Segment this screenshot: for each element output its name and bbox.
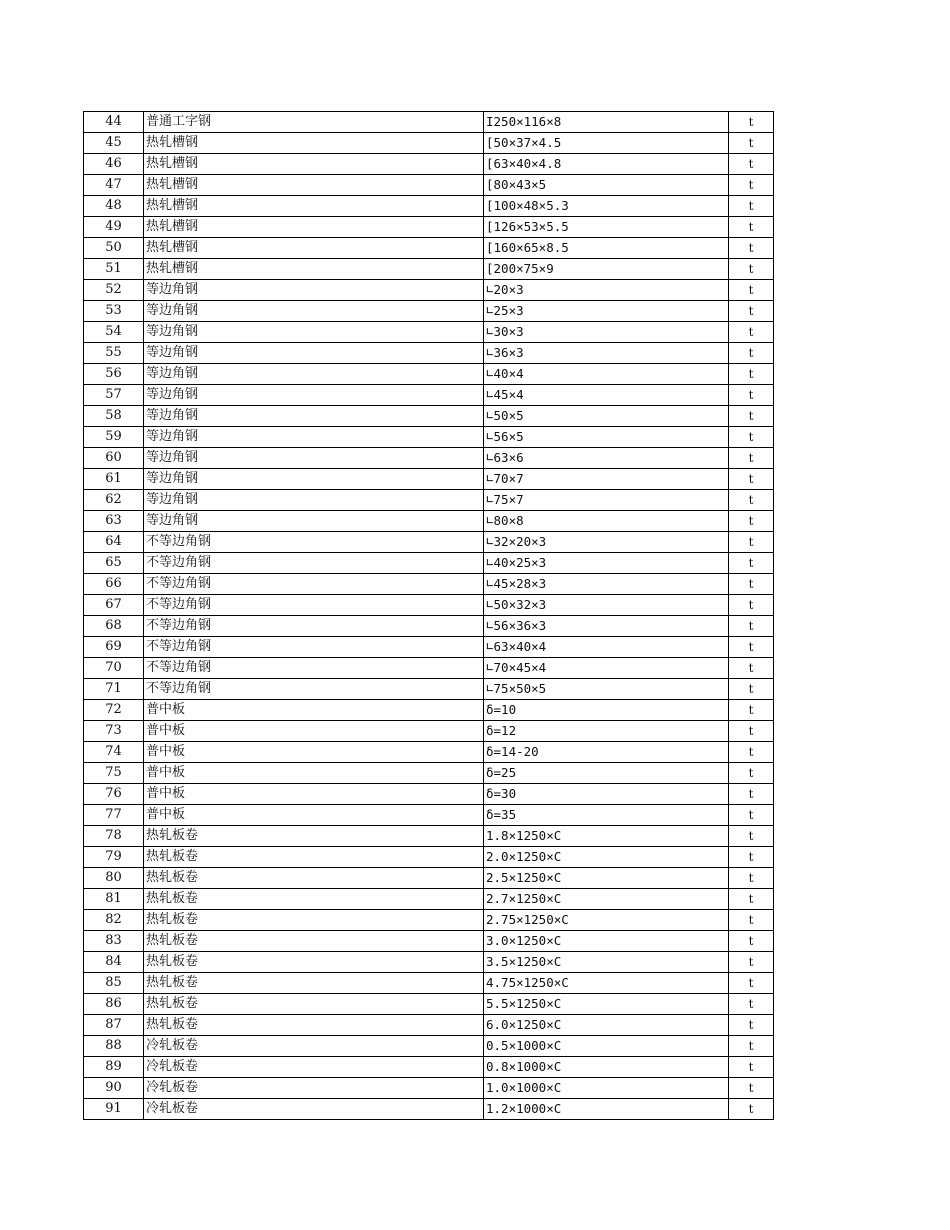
material-name-cell: 普中板: [144, 721, 484, 742]
unit-cell: t: [729, 826, 774, 847]
material-name-cell: 等边角钢: [144, 511, 484, 532]
row-number-cell: 46: [84, 154, 144, 175]
row-number-cell: 45: [84, 133, 144, 154]
material-name-cell: 普通工字钢: [144, 112, 484, 133]
specification-cell: δ=35: [484, 805, 729, 826]
specification-cell: δ=14-20: [484, 742, 729, 763]
unit-cell: t: [729, 952, 774, 973]
material-name-cell: 等边角钢: [144, 322, 484, 343]
row-number-cell: 60: [84, 448, 144, 469]
row-number-cell: 72: [84, 700, 144, 721]
table-row: [84, 406, 774, 427]
unit-cell: t: [729, 553, 774, 574]
table-row: [84, 805, 774, 826]
unit-cell: t: [729, 196, 774, 217]
table-row: [84, 742, 774, 763]
unit-cell: t: [729, 805, 774, 826]
material-name-cell: 不等边角钢: [144, 553, 484, 574]
table-row: [84, 931, 774, 952]
material-name-cell: 热轧板卷: [144, 826, 484, 847]
material-name-cell: 热轧槽钢: [144, 154, 484, 175]
table-row: [84, 112, 774, 133]
unit-cell: t: [729, 532, 774, 553]
specification-cell: [63×40×4.8: [484, 154, 729, 175]
row-number-cell: 86: [84, 994, 144, 1015]
specification-cell: 2.5×1250×C: [484, 868, 729, 889]
unit-cell: t: [729, 700, 774, 721]
material-name-cell: 不等边角钢: [144, 616, 484, 637]
material-name-cell: 普中板: [144, 784, 484, 805]
specification-cell: ∟63×40×4: [484, 637, 729, 658]
specification-cell: [126×53×5.5: [484, 217, 729, 238]
table-row: [84, 721, 774, 742]
row-number-cell: 91: [84, 1099, 144, 1120]
table-row: [84, 322, 774, 343]
table-row: [84, 280, 774, 301]
table-row: [84, 910, 774, 931]
table-row: [84, 196, 774, 217]
table-row: [84, 217, 774, 238]
row-number-cell: 77: [84, 805, 144, 826]
unit-cell: t: [729, 637, 774, 658]
material-name-cell: 不等边角钢: [144, 658, 484, 679]
specification-cell: ∟32×20×3: [484, 532, 729, 553]
row-number-cell: 88: [84, 1036, 144, 1057]
specification-cell: 4.75×1250×C: [484, 973, 729, 994]
unit-cell: t: [729, 385, 774, 406]
unit-cell: t: [729, 679, 774, 700]
unit-cell: t: [729, 1099, 774, 1120]
specification-cell: δ=12: [484, 721, 729, 742]
specification-cell: 0.8×1000×C: [484, 1057, 729, 1078]
unit-cell: t: [729, 868, 774, 889]
unit-cell: t: [729, 259, 774, 280]
unit-cell: t: [729, 322, 774, 343]
row-number-cell: 61: [84, 469, 144, 490]
specification-cell: ∟45×28×3: [484, 574, 729, 595]
row-number-cell: 51: [84, 259, 144, 280]
table-row: [84, 448, 774, 469]
row-number-cell: 52: [84, 280, 144, 301]
unit-cell: t: [729, 343, 774, 364]
table-row: [84, 637, 774, 658]
specification-cell: 5.5×1250×C: [484, 994, 729, 1015]
unit-cell: t: [729, 238, 774, 259]
specification-cell: ∟25×3: [484, 301, 729, 322]
row-number-cell: 55: [84, 343, 144, 364]
unit-cell: t: [729, 574, 774, 595]
specification-cell: ∟80×8: [484, 511, 729, 532]
table-row: [84, 826, 774, 847]
unit-cell: t: [729, 721, 774, 742]
specification-cell: [200×75×9: [484, 259, 729, 280]
material-name-cell: 不等边角钢: [144, 637, 484, 658]
material-name-cell: 热轧板卷: [144, 1015, 484, 1036]
specification-cell: δ=25: [484, 763, 729, 784]
material-name-cell: 热轧板卷: [144, 994, 484, 1015]
specification-cell: [50×37×4.5: [484, 133, 729, 154]
material-name-cell: 热轧槽钢: [144, 133, 484, 154]
specification-cell: [80×43×5: [484, 175, 729, 196]
table-row: [84, 1078, 774, 1099]
unit-cell: t: [729, 1015, 774, 1036]
material-name-cell: 普中板: [144, 700, 484, 721]
unit-cell: t: [729, 1036, 774, 1057]
specification-cell: 3.5×1250×C: [484, 952, 729, 973]
table-row: [84, 469, 774, 490]
row-number-cell: 83: [84, 931, 144, 952]
specification-cell: ∟50×5: [484, 406, 729, 427]
table-row: [84, 700, 774, 721]
row-number-cell: 59: [84, 427, 144, 448]
table-row: [84, 175, 774, 196]
unit-cell: t: [729, 448, 774, 469]
material-name-cell: 等边角钢: [144, 448, 484, 469]
material-name-cell: 热轧槽钢: [144, 259, 484, 280]
material-name-cell: 等边角钢: [144, 301, 484, 322]
specification-cell: ∟56×5: [484, 427, 729, 448]
row-number-cell: 89: [84, 1057, 144, 1078]
row-number-cell: 90: [84, 1078, 144, 1099]
row-number-cell: 73: [84, 721, 144, 742]
table-row: [84, 595, 774, 616]
unit-cell: t: [729, 973, 774, 994]
unit-cell: t: [729, 280, 774, 301]
material-name-cell: 等边角钢: [144, 427, 484, 448]
row-number-cell: 81: [84, 889, 144, 910]
table-row: [84, 847, 774, 868]
table-row: [84, 679, 774, 700]
unit-cell: t: [729, 133, 774, 154]
table-row: [84, 889, 774, 910]
specification-cell: ∟63×6: [484, 448, 729, 469]
row-number-cell: 79: [84, 847, 144, 868]
specification-cell: I250×116×8: [484, 112, 729, 133]
specification-cell: ∟40×4: [484, 364, 729, 385]
material-name-cell: 冷轧板卷: [144, 1078, 484, 1099]
table-row: [84, 238, 774, 259]
specification-cell: 1.2×1000×C: [484, 1099, 729, 1120]
row-number-cell: 44: [84, 112, 144, 133]
material-name-cell: 等边角钢: [144, 469, 484, 490]
specification-cell: 1.8×1250×C: [484, 826, 729, 847]
specification-cell: ∟70×7: [484, 469, 729, 490]
unit-cell: t: [729, 931, 774, 952]
row-number-cell: 71: [84, 679, 144, 700]
row-number-cell: 85: [84, 973, 144, 994]
row-number-cell: 65: [84, 553, 144, 574]
specification-cell: ∟20×3: [484, 280, 729, 301]
row-number-cell: 53: [84, 301, 144, 322]
table-row: [84, 343, 774, 364]
row-number-cell: 56: [84, 364, 144, 385]
row-number-cell: 48: [84, 196, 144, 217]
material-name-cell: 不等边角钢: [144, 532, 484, 553]
specification-cell: ∟56×36×3: [484, 616, 729, 637]
table-row: [84, 490, 774, 511]
specification-cell: ∟45×4: [484, 385, 729, 406]
table-row: [84, 364, 774, 385]
row-number-cell: 87: [84, 1015, 144, 1036]
specification-cell: ∟40×25×3: [484, 553, 729, 574]
row-number-cell: 74: [84, 742, 144, 763]
table-row: [84, 616, 774, 637]
material-name-cell: 热轧板卷: [144, 952, 484, 973]
row-number-cell: 68: [84, 616, 144, 637]
specification-cell: 2.75×1250×C: [484, 910, 729, 931]
unit-cell: t: [729, 1078, 774, 1099]
unit-cell: t: [729, 154, 774, 175]
unit-cell: t: [729, 595, 774, 616]
row-number-cell: 50: [84, 238, 144, 259]
material-table-body: [84, 112, 774, 1120]
specification-cell: 1.0×1000×C: [484, 1078, 729, 1099]
unit-cell: t: [729, 658, 774, 679]
material-name-cell: 热轧板卷: [144, 973, 484, 994]
row-number-cell: 69: [84, 637, 144, 658]
specification-cell: ∟36×3: [484, 343, 729, 364]
row-number-cell: 84: [84, 952, 144, 973]
table-row: [84, 154, 774, 175]
specification-cell: 0.5×1000×C: [484, 1036, 729, 1057]
material-name-cell: 不等边角钢: [144, 679, 484, 700]
unit-cell: t: [729, 364, 774, 385]
material-name-cell: 不等边角钢: [144, 595, 484, 616]
material-name-cell: 热轧槽钢: [144, 217, 484, 238]
table-row: [84, 973, 774, 994]
unit-cell: t: [729, 427, 774, 448]
table-row: [84, 259, 774, 280]
row-number-cell: 58: [84, 406, 144, 427]
material-name-cell: 热轧槽钢: [144, 196, 484, 217]
specification-cell: [160×65×8.5: [484, 238, 729, 259]
unit-cell: t: [729, 742, 774, 763]
material-name-cell: 等边角钢: [144, 364, 484, 385]
material-name-cell: 等边角钢: [144, 406, 484, 427]
specification-cell: [100×48×5.3: [484, 196, 729, 217]
table-row: [84, 763, 774, 784]
table-row: [84, 133, 774, 154]
table-row: [84, 952, 774, 973]
table-row: [84, 994, 774, 1015]
specification-cell: ∟70×45×4: [484, 658, 729, 679]
unit-cell: t: [729, 406, 774, 427]
row-number-cell: 47: [84, 175, 144, 196]
specification-cell: δ=10: [484, 700, 729, 721]
specification-cell: ∟75×50×5: [484, 679, 729, 700]
row-number-cell: 63: [84, 511, 144, 532]
unit-cell: t: [729, 847, 774, 868]
material-name-cell: 冷轧板卷: [144, 1036, 484, 1057]
specification-cell: 2.7×1250×C: [484, 889, 729, 910]
material-name-cell: 热轧板卷: [144, 868, 484, 889]
row-number-cell: 54: [84, 322, 144, 343]
unit-cell: t: [729, 511, 774, 532]
table-row: [84, 532, 774, 553]
material-name-cell: 冷轧板卷: [144, 1099, 484, 1120]
material-name-cell: 不等边角钢: [144, 574, 484, 595]
unit-cell: t: [729, 784, 774, 805]
material-name-cell: 等边角钢: [144, 343, 484, 364]
specification-cell: 2.0×1250×C: [484, 847, 729, 868]
specification-cell: δ=30: [484, 784, 729, 805]
material-name-cell: 冷轧板卷: [144, 1057, 484, 1078]
table-row: [84, 784, 774, 805]
specification-cell: ∟50×32×3: [484, 595, 729, 616]
unit-cell: t: [729, 112, 774, 133]
material-name-cell: 热轧板卷: [144, 889, 484, 910]
table-row: [84, 1036, 774, 1057]
material-table: [83, 111, 774, 1120]
row-number-cell: 57: [84, 385, 144, 406]
table-row: [84, 301, 774, 322]
row-number-cell: 82: [84, 910, 144, 931]
material-name-cell: 热轧板卷: [144, 910, 484, 931]
material-name-cell: 普中板: [144, 742, 484, 763]
row-number-cell: 64: [84, 532, 144, 553]
material-name-cell: 普中板: [144, 805, 484, 826]
row-number-cell: 75: [84, 763, 144, 784]
unit-cell: t: [729, 994, 774, 1015]
table-row: [84, 511, 774, 532]
table-row: [84, 868, 774, 889]
table-row: [84, 553, 774, 574]
table-row: [84, 574, 774, 595]
specification-cell: 6.0×1250×C: [484, 1015, 729, 1036]
unit-cell: t: [729, 910, 774, 931]
row-number-cell: 62: [84, 490, 144, 511]
material-name-cell: 等边角钢: [144, 490, 484, 511]
material-name-cell: 普中板: [144, 763, 484, 784]
unit-cell: t: [729, 217, 774, 238]
specification-cell: 3.0×1250×C: [484, 931, 729, 952]
table-row: [84, 1015, 774, 1036]
unit-cell: t: [729, 301, 774, 322]
specification-cell: ∟30×3: [484, 322, 729, 343]
unit-cell: t: [729, 175, 774, 196]
material-name-cell: 等边角钢: [144, 385, 484, 406]
material-name-cell: 等边角钢: [144, 280, 484, 301]
material-name-cell: 热轧槽钢: [144, 175, 484, 196]
specification-cell: ∟75×7: [484, 490, 729, 511]
unit-cell: t: [729, 889, 774, 910]
table-row: [84, 385, 774, 406]
row-number-cell: 76: [84, 784, 144, 805]
table-row: [84, 427, 774, 448]
material-name-cell: 热轧板卷: [144, 847, 484, 868]
row-number-cell: 49: [84, 217, 144, 238]
unit-cell: t: [729, 490, 774, 511]
table-row: [84, 1099, 774, 1120]
table-row: [84, 658, 774, 679]
row-number-cell: 70: [84, 658, 144, 679]
unit-cell: t: [729, 616, 774, 637]
row-number-cell: 66: [84, 574, 144, 595]
table-row: [84, 1057, 774, 1078]
material-name-cell: 热轧板卷: [144, 931, 484, 952]
row-number-cell: 80: [84, 868, 144, 889]
material-name-cell: 热轧槽钢: [144, 238, 484, 259]
unit-cell: t: [729, 469, 774, 490]
unit-cell: t: [729, 763, 774, 784]
row-number-cell: 67: [84, 595, 144, 616]
row-number-cell: 78: [84, 826, 144, 847]
unit-cell: t: [729, 1057, 774, 1078]
